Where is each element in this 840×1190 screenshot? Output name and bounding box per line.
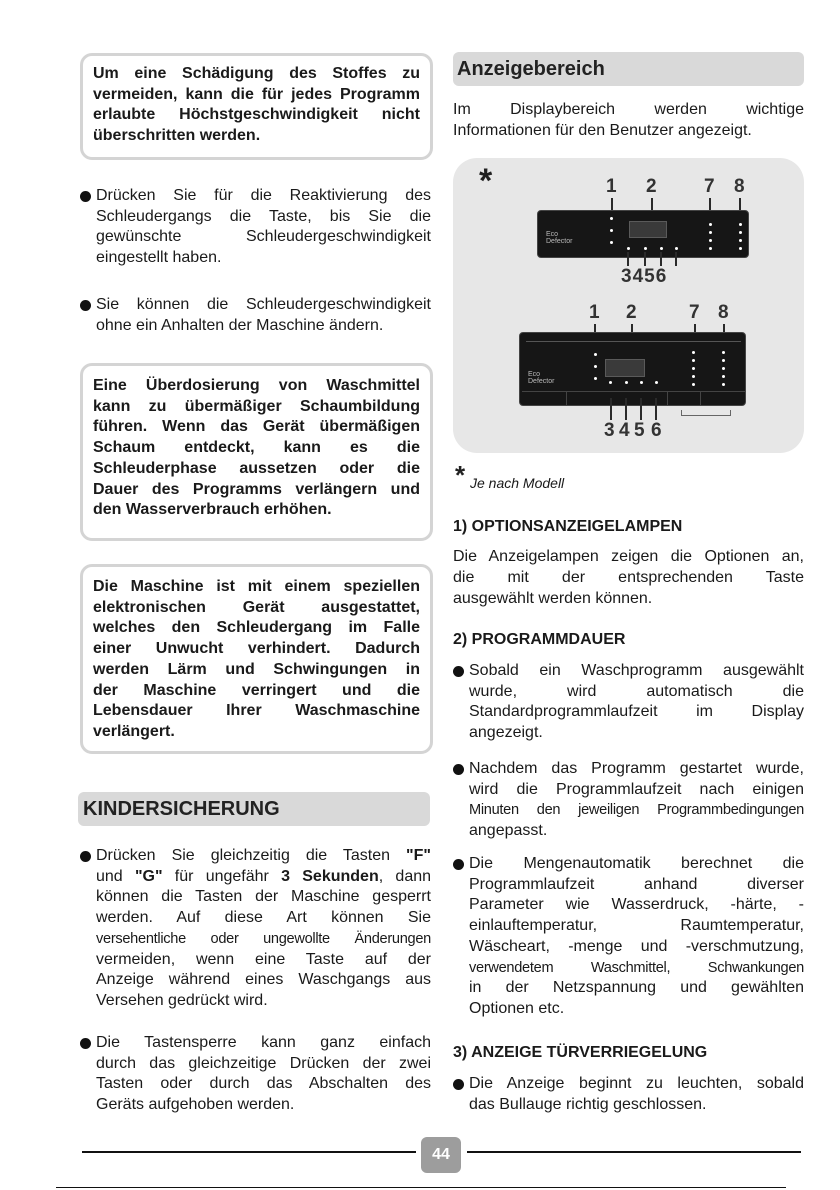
bullet-line: durch das gleichzeitige Drücken der zwei: [96, 1054, 431, 1072]
section-1-title: 1) OPTIONSANZEIGELAMPEN: [453, 518, 683, 535]
bullet-duration-adjust: [453, 759, 804, 842]
box-line: verlängert.: [93, 722, 175, 740]
box-line: einer Unwucht verhindert. Dadurch: [93, 640, 420, 658]
bullet-line: werden. Auf diese Art können Sie: [96, 909, 431, 927]
model-note-text: Je nach Modell: [470, 475, 565, 491]
bullet-line: können die Tasten der Maschine gesperrt: [96, 888, 431, 906]
display-area-heading: Anzeigebereich: [453, 52, 804, 86]
bullet-line: [96, 867, 431, 888]
text-run: , dann: [378, 867, 432, 885]
bullet-line: angezeigt.: [469, 724, 543, 742]
bullet-line: Schleudergangs die Taste, bis Sie die: [96, 207, 431, 225]
para-line: ausgewählt werden können.: [453, 590, 653, 607]
box-line: werden Lärm und Schwingungen in: [93, 660, 420, 678]
duration-3s: 3 Sekunden: [281, 867, 379, 885]
bullet-line: Versehen gedrückt wird.: [96, 991, 268, 1009]
display-panel-top: [537, 210, 749, 258]
bullet-child-lock-activate: [80, 846, 431, 1012]
bullet-line: Minuten den jeweiligen Programmbedingungen: [469, 802, 804, 819]
box-line: den Wasserverbrauch erhöhen.: [93, 501, 332, 519]
footer-rule-left: [82, 1151, 416, 1153]
footer-rule-bottom: [56, 1187, 786, 1188]
bullet-line: in der Netzspannung und gewählten: [469, 979, 804, 997]
bullet-line: Optionen etc.: [469, 999, 565, 1017]
spin-speed-warning-box: [80, 53, 433, 160]
bullet-line: einlauftemperatur, Raumtemperatur,: [469, 917, 804, 935]
logo-text: Eco: [528, 371, 541, 378]
bullet-line: Geräts aufgehoben werden.: [96, 1096, 295, 1114]
labels-3456-top: 3456: [621, 266, 668, 287]
bullet-line: Die Mengenautomatik berechnet die: [469, 855, 804, 872]
box-line: überschritten werden.: [93, 127, 261, 145]
bullet-line: [96, 846, 431, 867]
box-line: Schaum entdeckt, kann es die: [93, 439, 420, 457]
label-1-bottom: 1: [589, 302, 600, 323]
text-run: für ungefähr: [162, 867, 282, 885]
label-6-bottom: 6: [651, 420, 662, 441]
box-line: kann zu übermäßiger Schaumbildung: [93, 397, 420, 415]
bullet-line: das Bullauge richtig geschlossen.: [469, 1095, 707, 1113]
display-panel-figure: [453, 158, 804, 453]
box-line: vermeiden, kann die für jedes Programm: [93, 85, 420, 103]
model-note: [455, 460, 565, 491]
box-line: Schleuderphase aussetzen oder die: [93, 459, 420, 477]
box-line: Eine Überdosierung von Waschmittel: [93, 377, 420, 394]
bullet-line: Parameter wie Wasserdruck, -härte, -: [469, 896, 804, 914]
section-3-title: 3) ANZEIGE TÜRVERRIEGELUNG: [453, 1044, 708, 1061]
bullet-line: Sobald ein Waschprogramm ausgewählt: [469, 662, 804, 679]
child-lock-heading: KINDERSICHERUNG: [78, 792, 430, 826]
bullet-line: eingestellt haben.: [96, 249, 222, 267]
para-line: Die Anzeigelampen zeigen die Optionen an,: [453, 548, 804, 565]
bullet-door-lock-indicator: [453, 1074, 804, 1115]
bullet-line: angepasst.: [469, 822, 548, 840]
box-line: führen. Wenn das Gerät übermäßigen: [93, 418, 420, 436]
bullet-line: wurde, wird automatisch die: [469, 682, 804, 700]
label-7-top: 7: [704, 176, 715, 197]
text-run: Drücken Sie gleichzeitig die Tasten: [96, 847, 407, 864]
label-4-bottom: 4: [619, 420, 630, 441]
bullet-line: versehentliche oder ungewollte Änderungen: [96, 930, 431, 947]
bullet-line: Tasten oder durch das Abschalten des: [96, 1075, 431, 1093]
bullet-line: Programmlaufzeit anhand diverser: [469, 875, 804, 893]
label-1-top: 1: [606, 176, 617, 197]
bullet-line: Nachdem das Programm gestartet wurde,: [469, 760, 804, 777]
text-run: und: [96, 867, 135, 885]
label-2-top: 2: [646, 176, 657, 197]
figure-asterisk: *: [479, 162, 493, 200]
key-f: "F": [406, 847, 431, 864]
bullet-line: verwendetem Waschmittel, Schwankungen: [469, 959, 804, 976]
section-2-title: 2) PROGRAMMDAUER: [453, 631, 626, 648]
para-line: die mit der entsprechenden Taste: [453, 569, 804, 586]
display-screen: [605, 359, 645, 377]
bullet-line: ohne ein Anhalten der Maschine ändern.: [96, 316, 384, 334]
para-line: Informationen für den Benutzer angezeigt.: [453, 122, 752, 139]
bullet-default-duration: [453, 661, 804, 744]
bullet-line: Wäscheart, -menge und -verschmutzung,: [469, 937, 804, 955]
bullet-reactivate-spin: [80, 186, 431, 269]
bullet-line: Anzeige während eines Waschgangs aus: [96, 971, 431, 989]
bullet-line: Standardprogrammlaufzeit im Display: [469, 703, 804, 721]
label-2-bottom: 2: [626, 302, 637, 323]
bullet-line: gewünschte Schleudergeschwindigkeit: [96, 228, 431, 246]
box-line: Dauer des Programms verlängern und: [93, 480, 420, 498]
footer-rule-right: [467, 1151, 801, 1153]
box-line: erlaubte Höchstgeschwindigkeit nicht: [93, 106, 420, 124]
display-screen: [629, 221, 667, 238]
page-number: 44: [421, 1137, 461, 1173]
box-line: elektronischen Gerät ausgestattet,: [93, 598, 420, 616]
box-line: der Maschine verringert und die: [93, 681, 420, 699]
logo-text: Defector: [546, 238, 573, 245]
box-line: Lebensdauer Ihrer Waschmaschine: [93, 702, 420, 720]
bullet-load-automatic: [453, 854, 804, 1020]
label-3-bottom: 3: [604, 420, 615, 441]
bullet-change-spin-speed: [80, 295, 431, 336]
bullet-line: wird die Programmlaufzeit nach einigen: [469, 780, 804, 798]
display-area-intro: [453, 99, 804, 141]
bullet-child-lock-release: [80, 1033, 431, 1116]
bullet-line: Die Tastensperre kann ganz einfach: [96, 1034, 431, 1051]
box-line: Um eine Schädigung des Stoffes zu: [93, 65, 420, 82]
label-7-bottom: 7: [689, 302, 700, 323]
label-8-bottom: 8: [718, 302, 729, 323]
key-g: "G": [134, 867, 163, 885]
unbalance-info-box: [80, 564, 433, 754]
bullet-line: vermeiden, wenn eine Taste auf der: [96, 950, 431, 968]
label-5-bottom: 5: [634, 420, 645, 441]
box-line: welches den Schleudergang im Falle: [93, 619, 420, 637]
logo-text: Defector: [528, 378, 555, 385]
para-line: Im Displaybereich werden wichtige: [453, 101, 804, 118]
eco-detector-logo: [546, 231, 572, 245]
logo-text: Eco: [546, 231, 559, 238]
box-line: Die Maschine ist mit einem speziellen: [93, 578, 420, 595]
overdosing-warning-box: [80, 363, 433, 541]
eco-detector-logo: [528, 371, 554, 385]
label-8-top: 8: [734, 176, 745, 197]
bullet-line: Sie können die Schleudergeschwindigkeit: [96, 296, 431, 313]
model-note-star: *: [455, 460, 466, 490]
section-1-text: [453, 546, 804, 609]
bullet-line: Die Anzeige beginnt zu leuchten, sobald: [469, 1075, 804, 1092]
bullet-line: Drücken Sie für die Reaktivierung des: [96, 187, 431, 204]
display-panel-bottom: [519, 332, 746, 406]
